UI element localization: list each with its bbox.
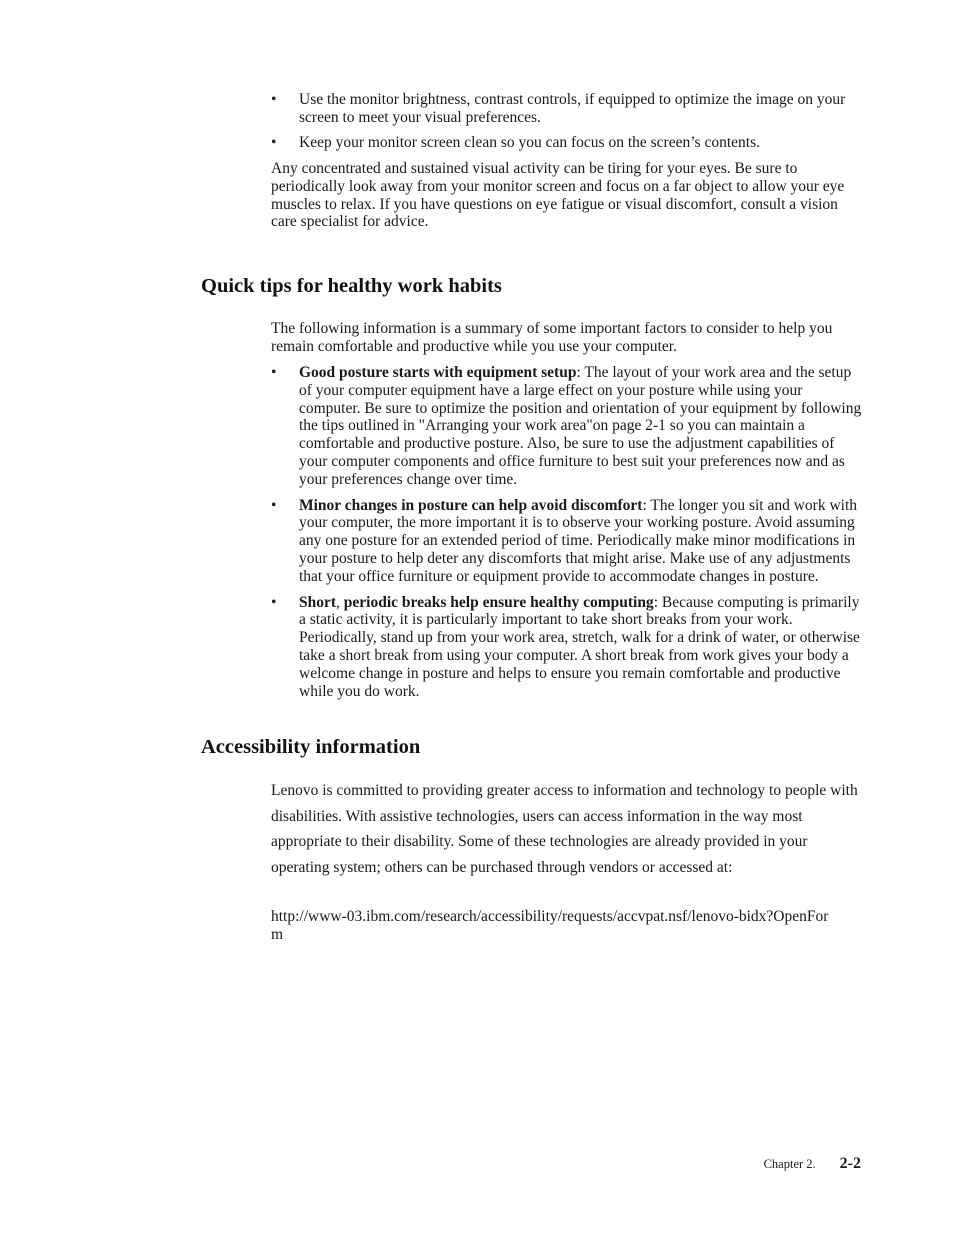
quick-tips-intro: The following information is a summary of some important factors to consider to help you remain comfortable and productive while you use your computer. xyxy=(271,320,833,355)
tip-text: : The layout of your work area and the setup of your computer equipment have a large effect on your posture while using your computer. Be sure to optimize the position and orientation of your equipment by following the tips outlined in "Arranging your work area"on page 2-1 so you can maintain a comfortable and productive posture. Also, be sure to use the adjustment capabilities of your computer components and office furniture to best suit your preferences now and as your preferences change over time. xyxy=(299,364,862,488)
bullet-icon: • xyxy=(271,593,277,611)
bullet-icon: • xyxy=(271,364,277,381)
section-heading-quick-tips: Quick tips for healthy work habits xyxy=(201,275,502,297)
bullet-icon: • xyxy=(271,133,277,151)
list-item xyxy=(271,91,863,127)
bullet-text: Keep your monitor screen clean so you can focus on the screen’s contents. xyxy=(299,133,760,151)
page-number: 2-2 xyxy=(839,1155,861,1172)
tip-text: : Because computing is primarily a static activity, it is particularly important to take short breaks from your work. Periodically, stand up from your work area, stretch, walk for a drink of water, or otherwise take a short break from using your computer. A short break from work gives your body a welcome change in posture and helps to ensure you remain comfortable and productive while you do work. xyxy=(299,593,860,700)
tip-lead: Minor changes in posture can help avoid discomfort xyxy=(299,496,643,514)
bullet-icon: • xyxy=(271,496,277,514)
list-item xyxy=(271,497,863,586)
accessibility-url: http://www-03.ibm.com/research/accessibility/requests/accvpat.nsf/lenovo-bidx?OpenForm xyxy=(271,908,829,943)
footer-chapter-label: Chapter 2. xyxy=(763,1157,816,1171)
bullet-icon: • xyxy=(271,91,277,108)
quick-tips-list xyxy=(271,364,863,700)
bullet-text: Use the monitor brightness, contrast controls, if equipped to optimize the image on your screen to meet your visual preferences. xyxy=(299,91,846,126)
accessibility-paragraph: Lenovo is committed to providing greater access to information and technology to people with disabilities. With assistive technologies, users can access information in the way most appropriate to their disability. Some of these technologies are already provided in your operating system; others can be purchased through vendors or accessed at: xyxy=(271,782,858,876)
list-item xyxy=(271,364,863,489)
tip-lead: Good posture starts with equipment setup xyxy=(299,364,577,381)
tip-text: : The longer you sit and work with your computer, the more important it is to observe your working posture. Avoid assuming any one posture for an extended period of time. Periodically make minor modifications in your posture to help deter any discomforts that might arise. Make use of any adjustments that your office furniture or equipment provide to accommodate changes in posture. xyxy=(299,496,858,585)
monitor-tips-list xyxy=(271,91,863,151)
tip-lead-continued: periodic breaks help ensure healthy computing xyxy=(343,593,654,611)
eye-fatigue-paragraph: Any concentrated and sustained visual activity can be tiring for your eyes. Be sure to periodically look away from your monitor screen and focus on a far object to allow your eye muscles to relax. If you have questions on eye fatigue or visual discomfort, consult a vision care specialist for advice. xyxy=(271,160,845,231)
list-item xyxy=(271,594,863,701)
tip-lead: Short xyxy=(299,593,337,611)
tip-separator: , xyxy=(336,593,344,611)
page-footer xyxy=(764,1155,861,1173)
list-item xyxy=(271,134,863,152)
section-heading-accessibility: Accessibility information xyxy=(201,736,421,758)
